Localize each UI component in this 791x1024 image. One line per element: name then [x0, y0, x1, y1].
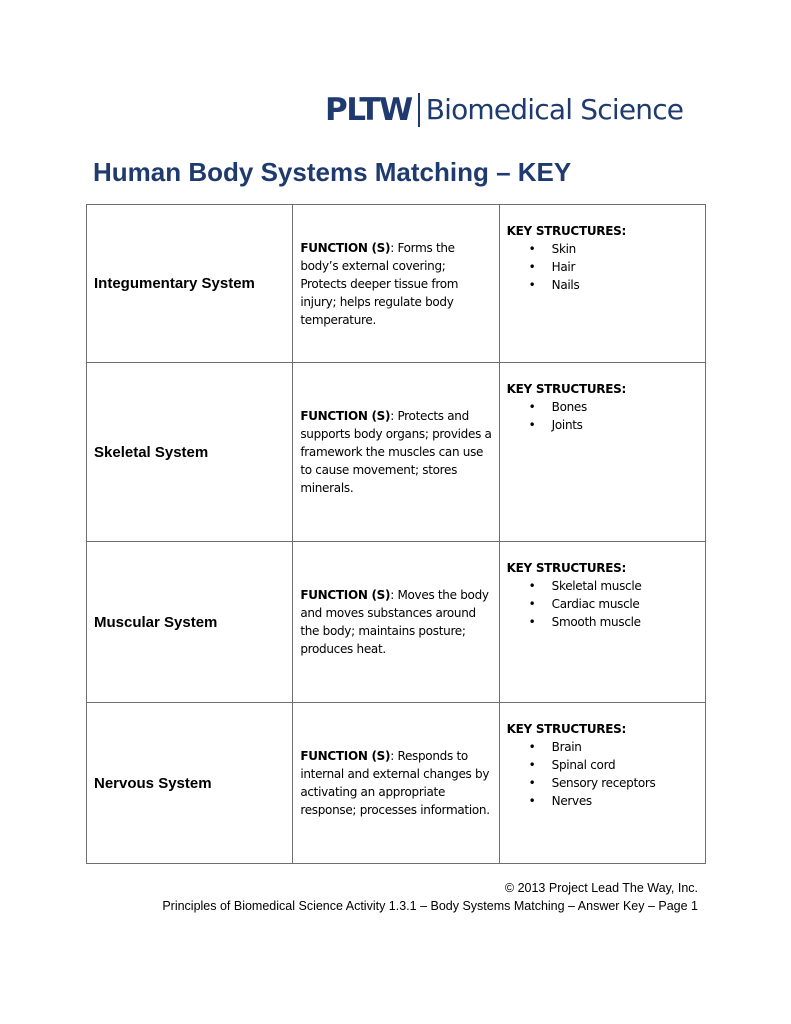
system-name-cell [87, 703, 293, 864]
structures-list [500, 738, 705, 810]
system-name-cell [87, 542, 293, 703]
pltw-logo [325, 92, 683, 128]
bullet-icon: • [528, 400, 536, 414]
page-footer [162, 879, 698, 915]
structure-label: Sensory receptors [551, 776, 656, 790]
function-cell [293, 205, 499, 363]
bullet-icon: • [528, 260, 536, 274]
structures-list [500, 398, 705, 434]
list-item [500, 613, 705, 631]
page-title: Human Body Systems Matching – KEY [93, 157, 572, 187]
structures-list [500, 577, 705, 631]
table-row [87, 363, 706, 542]
structures-heading: KEY STRUCTURES: [506, 561, 626, 575]
bullet-icon: • [528, 615, 536, 629]
list-item [500, 595, 705, 613]
system-name-cell [87, 363, 293, 542]
list-item [500, 577, 705, 595]
function-description [293, 586, 498, 658]
logo-mark: PLTW [325, 92, 412, 128]
function-cell [293, 542, 499, 703]
structure-label: Skeletal muscle [551, 579, 642, 593]
bullet-icon: • [528, 242, 536, 256]
structure-label: Brain [551, 740, 582, 754]
function-text: : Forms the body’s external covering; Protects deeper tissue from injury; helps regulate body temperature. [300, 240, 459, 327]
function-label: FUNCTION (S) [300, 749, 391, 763]
list-item [500, 738, 705, 756]
system-name-cell [87, 205, 293, 363]
structures-cell [499, 703, 705, 864]
table-row [87, 703, 706, 864]
structure-label: Cardiac muscle [551, 597, 640, 611]
logo-text: Biomedical Science [425, 93, 684, 126]
structures-list [500, 240, 705, 294]
structures-heading: KEY STRUCTURES: [506, 382, 626, 396]
function-description [293, 747, 498, 819]
list-item [500, 398, 705, 416]
structure-label: Nerves [551, 794, 592, 808]
structures-heading: KEY STRUCTURES: [506, 722, 626, 736]
structure-label: Hair [551, 260, 576, 274]
bullet-icon: • [528, 794, 536, 808]
list-item [500, 416, 705, 434]
structure-label: Nails [551, 278, 580, 292]
system-name: Muscular System [94, 613, 218, 631]
logo-divider [418, 93, 420, 127]
list-item [500, 774, 705, 792]
system-name: Skeletal System [94, 443, 209, 461]
structure-label: Joints [551, 418, 583, 432]
structures-cell [499, 205, 705, 363]
list-item [500, 792, 705, 810]
function-text: : Moves the body and moves substances around the body; maintains posture; produces heat. [300, 588, 489, 656]
structures-heading: KEY STRUCTURES: [506, 224, 626, 238]
list-item [500, 276, 705, 294]
bullet-icon: • [528, 740, 536, 754]
function-description [293, 407, 498, 497]
structure-label: Smooth muscle [551, 615, 641, 629]
bullet-icon: • [528, 278, 536, 292]
function-text: : Protects and supports body organs; provides a framework the muscles can use to cause movement; stores minerals. [300, 409, 492, 495]
bullet-icon: • [528, 776, 536, 790]
bullet-icon: • [528, 418, 536, 432]
copyright-text: © 2013 Project Lead The Way, Inc. [504, 881, 698, 895]
structure-label: Skin [551, 242, 576, 256]
system-name: Integumentary System [94, 275, 255, 292]
structures-cell [499, 363, 705, 542]
structures-cell [499, 542, 705, 703]
list-item [500, 258, 705, 276]
list-item [500, 756, 705, 774]
bullet-icon: • [528, 758, 536, 772]
table-row [87, 205, 706, 363]
bullet-icon: • [528, 597, 536, 611]
structure-label: Bones [551, 400, 587, 414]
bullet-icon: • [528, 579, 536, 593]
function-label: FUNCTION (S) [300, 409, 391, 423]
function-description [293, 239, 498, 329]
page-info-text: Principles of Biomedical Science Activity 1.3.1 – Body Systems Matching – Answer Key – Page 1 [162, 899, 698, 913]
system-name: Nervous System [94, 774, 212, 792]
function-cell [293, 703, 499, 864]
body-systems-table [86, 204, 706, 864]
function-text: : Responds to internal and external changes by activating an appropriate response; processes information. [300, 749, 490, 817]
function-label: FUNCTION (S) [300, 240, 391, 255]
list-item [500, 240, 705, 258]
function-label: FUNCTION (S) [300, 588, 391, 602]
table-row [87, 542, 706, 703]
structure-label: Spinal cord [551, 758, 616, 772]
function-cell [293, 363, 499, 542]
